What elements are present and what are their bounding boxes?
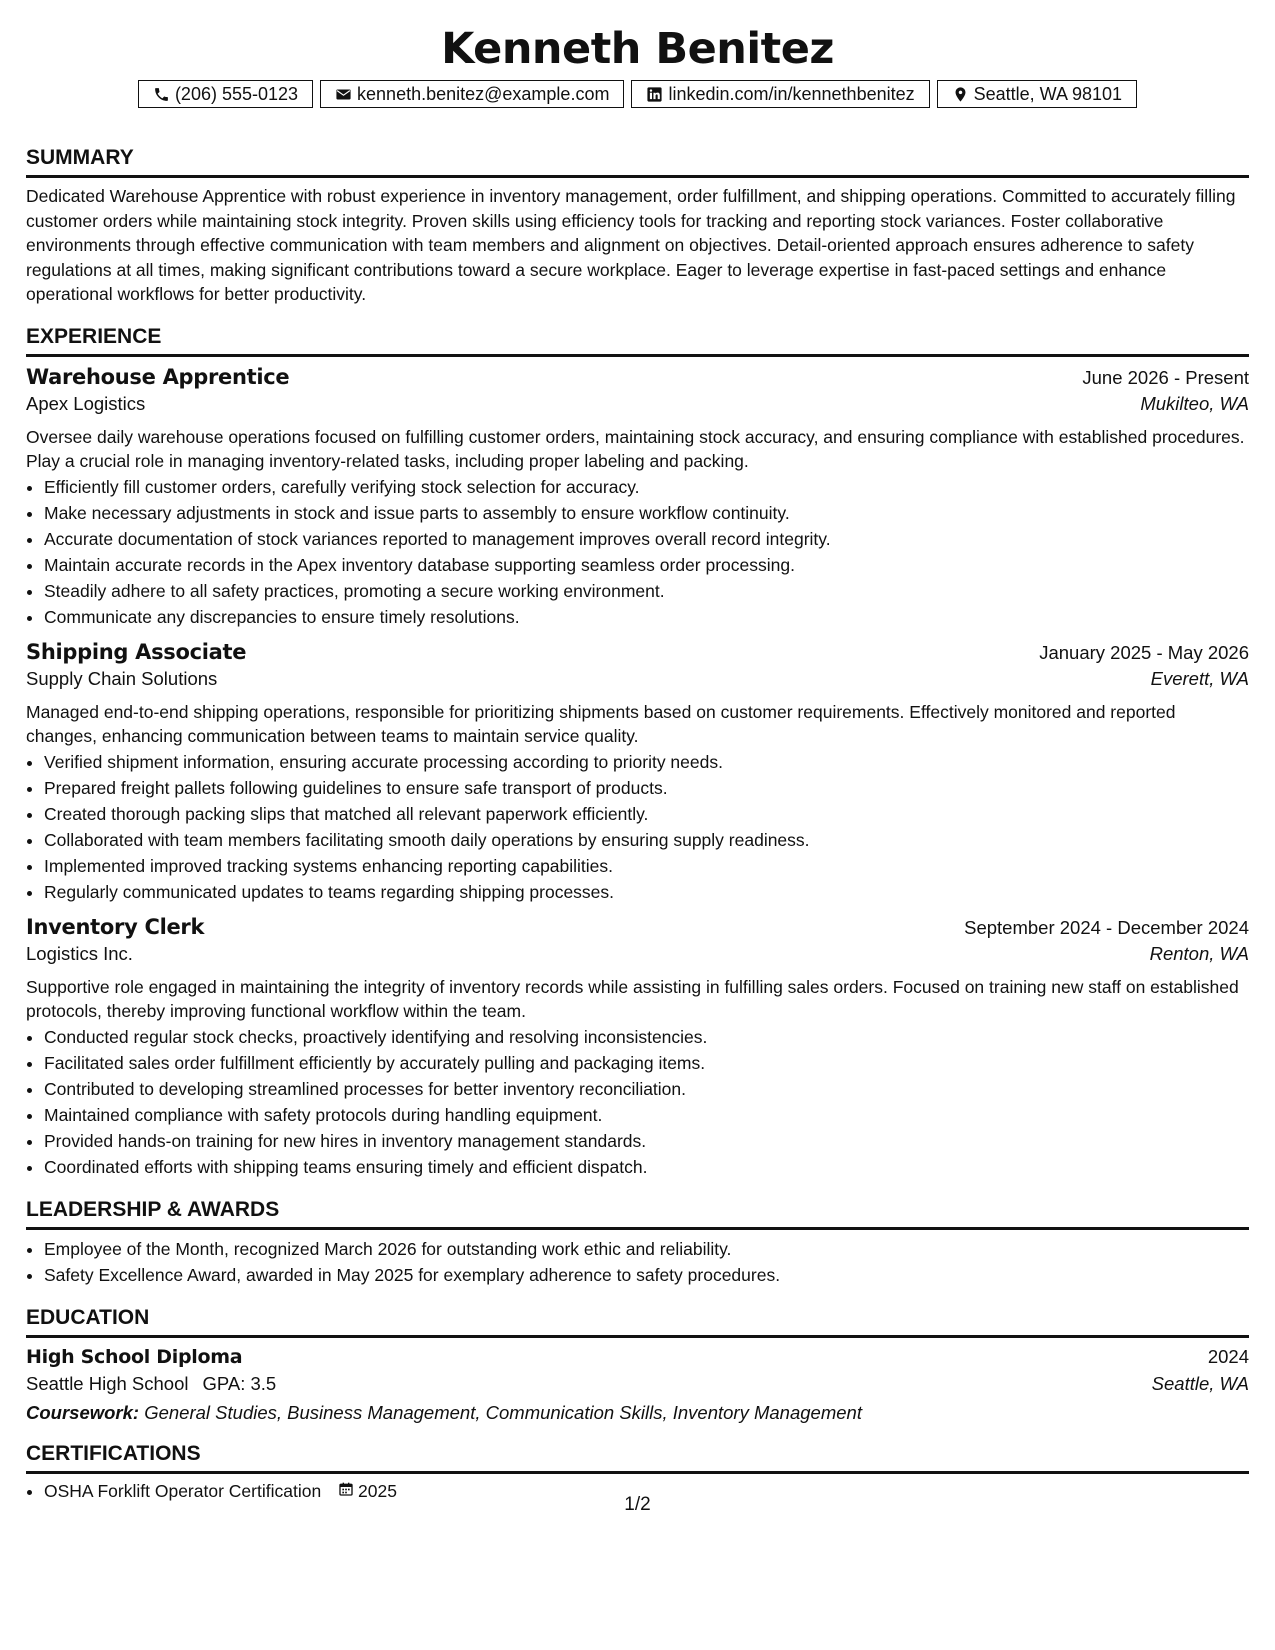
list-item: • Collaborated with team members facilitating smooth daily operations by ensuring supply readiness.	[44, 827, 1249, 853]
coursework-label: Coursework:	[26, 1401, 140, 1423]
list-item: • Employee of the Month, recognized March 2026 for outstanding work ethic and reliability.	[44, 1236, 1249, 1262]
leadership-section	[26, 1198, 1249, 1288]
list-item: • Safety Excellence Award, awarded in May 2025 for exemplary adherence to safety procedures.	[44, 1262, 1249, 1288]
job-title: Inventory Clerk	[26, 914, 205, 939]
list-item: • Prepared freight pallets following guidelines to ensure safe transport of products.	[44, 775, 1249, 801]
experience-heading: EXPERIENCE	[26, 325, 1249, 357]
candidate-name: Kenneth Benitez	[441, 24, 834, 74]
leadership-heading: LEADERSHIP & AWARDS	[26, 1198, 1249, 1230]
job-entry	[26, 365, 1249, 630]
list-item: • Make necessary adjustments in stock and issue parts to assembly to ensure workflow continuity.	[44, 500, 1249, 526]
job-dates: September 2024 - December 2024	[964, 916, 1249, 938]
list-item: • Coordinated efforts with shipping teams ensuring timely and efficient dispatch.	[44, 1154, 1249, 1180]
resume-page	[26, 0, 1249, 1504]
location-text: Seattle, WA 98101	[973, 83, 1123, 104]
education-degree: High School Diploma	[26, 1345, 243, 1368]
coursework-text: General Studies, Business Management, Communication Skills, Inventory Management	[144, 1401, 862, 1423]
list-item: • Maintained compliance with safety protocols during handling equipment.	[44, 1102, 1249, 1128]
education-gpa: GPA: 3.5	[202, 1372, 277, 1394]
contact-linkedin[interactable]	[631, 80, 929, 108]
education-school: Seattle High School	[26, 1372, 189, 1394]
job-description: Supportive role engaged in maintaining the integrity of inventory records while assisting in fulfilling sales orders. Focused on training new staff on established protocols, thereby improving functional workflow within the team.	[26, 976, 1239, 1021]
job-bullets	[26, 474, 1249, 630]
list-item: • Regularly communicated updates to teams regarding shipping processes.	[44, 879, 1249, 905]
job-title: Shipping Associate	[26, 639, 247, 664]
education-heading: EDUCATION	[26, 1306, 1249, 1338]
certification-name: OSHA Forklift Operator Certification	[44, 1480, 322, 1501]
job-bullets	[26, 1024, 1249, 1180]
job-dates: January 2025 - May 2026	[1039, 641, 1249, 663]
list-item: • Created thorough packing slips that matched all relevant paperwork efficiently.	[44, 801, 1249, 827]
job-entry	[26, 915, 1249, 1180]
leadership-list	[26, 1236, 1249, 1288]
job-company: Supply Chain Solutions	[26, 667, 218, 689]
job-location: Renton, WA	[1149, 942, 1249, 964]
certification-date: 2025	[358, 1480, 397, 1501]
experience-section	[26, 325, 1249, 1180]
job-description: Oversee daily warehouse operations focused on fulfilling customer orders, maintaining stock accuracy, and ensuring compliance with established procedures. Play a crucial role in managing inventory-related tasks, including proper labeling and packing.	[26, 426, 1245, 471]
list-item: • Efficiently fill customer orders, carefully verifying stock selection for accuracy.	[44, 474, 1249, 500]
list-item: • Contributed to developing streamlined processes for better inventory reconciliation.	[44, 1076, 1249, 1102]
job-title: Warehouse Apprentice	[26, 364, 290, 389]
education-year: 2024	[1207, 1345, 1249, 1367]
education-section	[26, 1306, 1249, 1424]
education-location: Seattle, WA	[1151, 1372, 1249, 1394]
phone-icon	[153, 86, 170, 103]
envelope-icon	[335, 86, 352, 103]
job-company: Logistics Inc.	[26, 942, 133, 964]
page-number: 1/2	[624, 1494, 651, 1515]
job-location: Everett, WA	[1150, 667, 1249, 689]
job-company: Apex Logistics	[26, 392, 146, 414]
list-item: • Conducted regular stock checks, proactively identifying and resolving inconsistencies.	[44, 1024, 1249, 1050]
job-dates: June 2026 - Present	[1082, 366, 1249, 388]
list-item: • Implemented improved tracking systems enhancing reporting capabilities.	[44, 853, 1249, 879]
contact-location[interactable]	[937, 80, 1137, 108]
job-location: Mukilteo, WA	[1140, 392, 1249, 414]
list-item: • Maintain accurate records in the Apex inventory database supporting seamless order processing.	[44, 552, 1249, 578]
summary-heading: SUMMARY	[26, 146, 1249, 178]
summary-section	[26, 146, 1249, 307]
list-item: • Facilitated sales order fulfillment efficiently by accurately pulling and packaging items.	[44, 1050, 1249, 1076]
list-item: • Accurate documentation of stock variances reported to management improves overall record integrity.	[44, 526, 1249, 552]
list-item: • Verified shipment information, ensuring accurate processing according to priority needs.	[44, 749, 1249, 775]
list-item: • Communicate any discrepancies to ensure timely resolutions.	[44, 604, 1249, 630]
job-bullets	[26, 749, 1249, 905]
education-coursework	[26, 1402, 1249, 1424]
map-pin-icon	[952, 86, 969, 103]
contact-email[interactable]	[320, 80, 624, 108]
contact-phone[interactable]	[138, 80, 313, 108]
job-entry	[26, 640, 1249, 905]
email-text: kenneth.benitez@example.com	[357, 83, 610, 104]
job-description: Managed end-to-end shipping operations, responsible for prioritizing shipments based on customer requirements. Effectively monitored and reported changes, enhancing communication between teams to maintain service quality.	[26, 701, 1176, 746]
certifications-heading: CERTIFICATIONS	[26, 1442, 1249, 1474]
list-item: • Provided hands-on training for new hires in inventory management standards.	[44, 1128, 1249, 1154]
phone-text: (206) 555-0123	[174, 83, 299, 104]
linkedin-text: linkedin.com/in/kennethbenitez	[668, 83, 915, 104]
summary-text: Dedicated Warehouse Apprentice with robust experience in inventory management, order fulfillment, and shipping operations. Committed to accurately filling customer orders while maintaining stock integrity. Proven skills using efficiency tools for tracking and reporting stock variances. Foster collaborative environments through effective communication with team members and alignment on objectives. Detail-oriented approach ensures adherence to safety regulations at all times, making significant contributions toward a secure workplace. Eager to leverage expertise in fast-paced settings and enhance operational workflows for better productivity.	[26, 186, 1236, 304]
linkedin-icon	[646, 86, 663, 103]
list-item: • Steadily adhere to all safety practices, promoting a secure working environment.	[44, 578, 1249, 604]
contact-bar	[0, 80, 1275, 108]
